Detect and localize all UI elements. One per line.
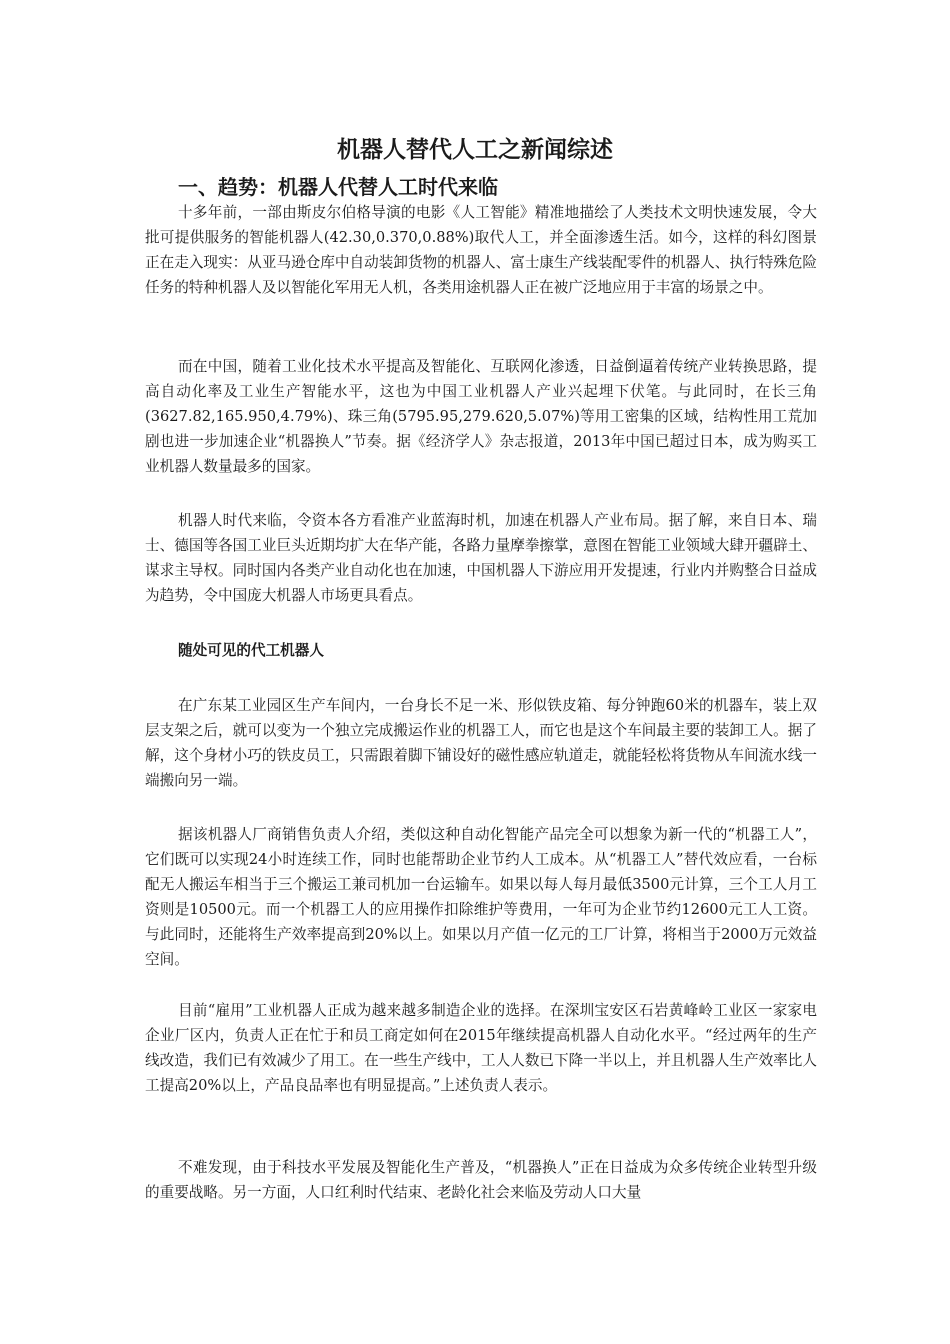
paragraph: 据该机器人厂商销售负责人介绍，类似这种自动化智能产品完全可以想象为新一代的“机器工人”，它们既可以实现24小时连续工作，同时也能帮助企业节约人工成本。从“机器工人”替代效应看，一台标配无人搬运车相当于三个搬运工兼司机加一台运输车。如果以每人每月最低3500元计算，三个工人月工资则是10500元。而一个机器工人的应用操作扣除维护等费用，一年可为企业节约12600元工人工资。与此同时，还能将生产效率提高到20%以上。如果以月产值一亿元的工厂计算，将相当于2000万元效益空间。 (145, 826, 817, 968)
paragraph: 目前“雇用”工业机器人正成为越来越多制造企业的选择。在深圳宝安区石岩黄峰岭工业区一家家电企业厂区内，负责人正在忙于和员工商定如何在2015年继续提高机器人自动化水平。“经过两年的生产线改造，我们已有效减少了用工。在一些生产线中，工人人数已下降一半以上，并且机器人生产效率比人工提高20%以上，产品良品率也有明显提高。”上述负责人表示。 (145, 1002, 817, 1094)
paragraph: 在广东某工业园区生产车间内，一台身长不足一米、形似铁皮箱、每分钟跑60米的机器车，装上双层支架之后，就可以变为一个独立完成搬运作业的机器工人，而它也是这个车间最主要的装卸工人。据了解，这个身材小巧的铁皮员工，只需跟着脚下铺设好的磁性感应轨道走，就能轻松将货物从车间流水线一端搬向另一端。 (145, 697, 817, 789)
paragraph: 十多年前，一部由斯皮尔伯格导演的电影《人工智能》精准地描绘了人类技术文明快速发展，令大批可提供服务的智能机器人(42.30,0.370,0.88%)取代人工，并全面渗透生活。如今，这样的科幻图景正在走入现实：从亚马逊仓库中自动装卸货物的机器人、富士康生产线装配零件的机器人、执行特殊危险任务的特种机器人及以智能化军用无人机，各类用途机器人正在被广泛地应用于丰富的场景之中。 (145, 204, 817, 296)
document-title: 机器人替代人工之新闻综述 (337, 137, 613, 163)
paragraph: 不难发现，由于科技水平发展及智能化生产普及，“机器换人”正在日益成为众多传统企业转型升级的重要战略。另一方面，人口红利时代结束、老龄化社会来临及劳动人口大量 (145, 1159, 817, 1201)
subheading: 随处可见的代工机器人 (178, 642, 324, 659)
section-heading: 一、趋势：机器人代替人工时代来临 (178, 175, 498, 199)
paragraph: 机器人时代来临，令资本各方看准产业蓝海时机，加速在机器人产业布局。据了解，来自日本、瑞士、德国等各国工业巨头近期均扩大在华产能，各路力量摩拳擦掌，意图在智能工业领域大肆开疆辟土、谋求主导权。同时国内各类产业自动化也在加速，中国机器人下游应用开发提速，行业内并购整合日益成为趋势，令中国庞大机器人市场更具看点。 (145, 512, 817, 604)
paragraph: 而在中国，随着工业化技术水平提高及智能化、互联网化渗透，日益倒逼着传统产业转换思路，提高自动化率及工业生产智能水平，这也为中国工业机器人产业兴起埋下伏笔。与此同时，在长三角(3627.82,165.950,4.79%)、珠三角(5795.95,279.620,5.07%)等用工密集的区域，结构性用工荒加剧也进一步加速企业“机器换人”节奏。据《经济学人》杂志报道，2013年中国已超过日本，成为购买工业机器人数量最多的国家。 (145, 358, 817, 475)
